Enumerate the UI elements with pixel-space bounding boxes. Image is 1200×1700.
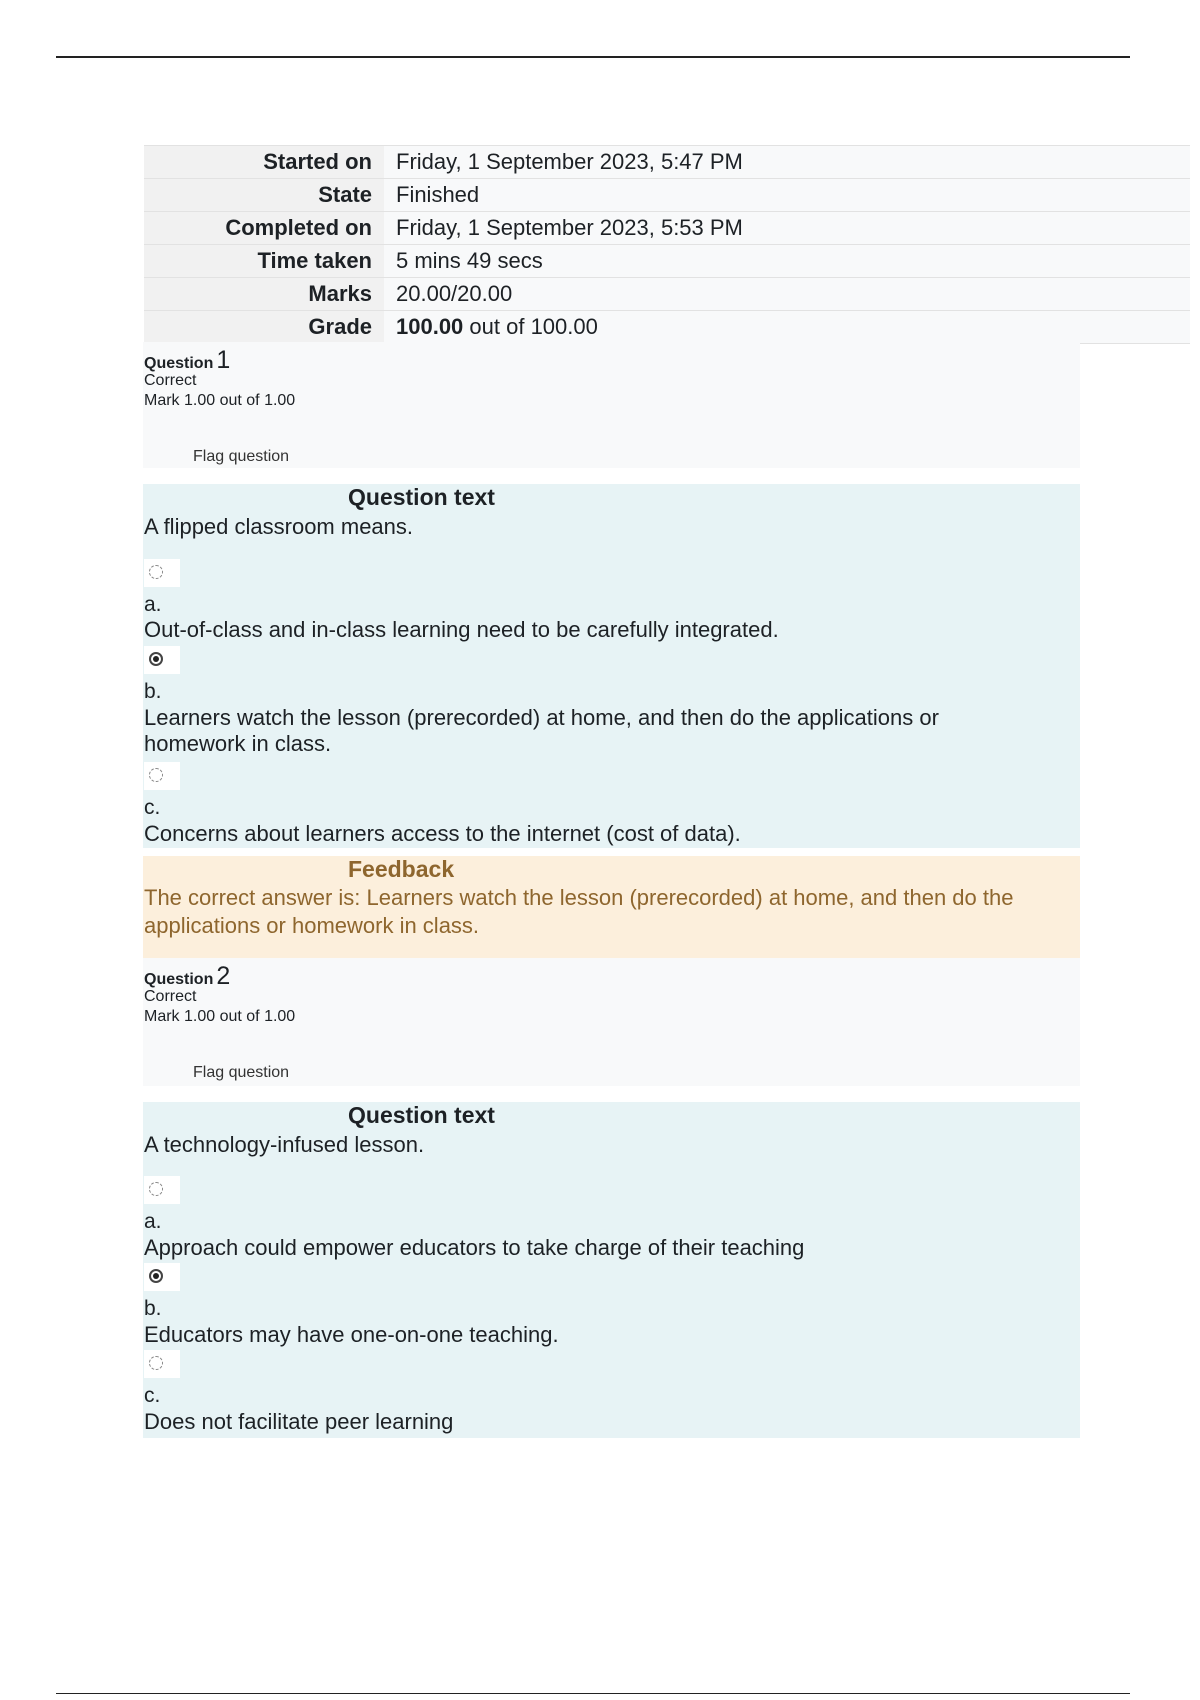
question-2-info bbox=[143, 958, 1080, 1086]
summary-value: Finished bbox=[384, 179, 1190, 211]
top-rule bbox=[56, 56, 1130, 58]
question-mark: Mark 1.00 out of 1.00 bbox=[144, 1008, 296, 1025]
question-2-content bbox=[143, 1102, 1080, 1438]
question-text: A flipped classroom means. bbox=[144, 514, 414, 539]
summary-value: 20.00/20.00 bbox=[384, 278, 1190, 310]
feedback-text: The correct answer is: Learners watch the lesson (prerecorded) at home, and then do the applications or homework in class. bbox=[144, 885, 1014, 938]
option-letter: c. bbox=[144, 1384, 161, 1407]
option-a-radio[interactable] bbox=[144, 559, 180, 587]
summary-row-grade bbox=[144, 310, 1190, 344]
summary-label: State bbox=[144, 179, 384, 211]
radio-checked-icon bbox=[149, 652, 163, 666]
option-a-radio[interactable] bbox=[144, 1176, 180, 1204]
option-letter: c. bbox=[144, 796, 161, 819]
attempt-summary-table bbox=[144, 145, 1190, 344]
option-letter: a. bbox=[144, 1210, 162, 1233]
option-letter: b. bbox=[144, 680, 162, 703]
radio-unchecked-icon bbox=[149, 565, 163, 579]
summary-value: Friday, 1 September 2023, 5:53 PM bbox=[384, 212, 1190, 244]
question-number: 2 bbox=[216, 962, 231, 990]
feedback-heading: Feedback bbox=[348, 856, 455, 882]
summary-row-completed bbox=[144, 211, 1190, 244]
question-number-label bbox=[144, 346, 230, 375]
summary-row-marks bbox=[144, 277, 1190, 310]
option-c-radio[interactable] bbox=[144, 1350, 180, 1378]
summary-row-started bbox=[144, 145, 1190, 178]
summary-label: Grade bbox=[144, 311, 384, 343]
summary-label: Started on bbox=[144, 146, 384, 178]
summary-value bbox=[384, 311, 1190, 343]
radio-unchecked-icon bbox=[149, 1182, 163, 1196]
bottom-rule bbox=[56, 1693, 1130, 1694]
question-state: Correct bbox=[144, 988, 197, 1005]
question-mark: Mark 1.00 out of 1.00 bbox=[144, 392, 296, 409]
question-1-info bbox=[143, 342, 1080, 468]
question-number-label bbox=[144, 962, 230, 991]
option-letter: b. bbox=[144, 1297, 162, 1320]
question-text-heading: Question text bbox=[348, 484, 495, 510]
option-letter: a. bbox=[144, 593, 162, 616]
summary-row-state bbox=[144, 178, 1190, 211]
question-number: 1 bbox=[216, 346, 231, 374]
summary-label: Marks bbox=[144, 278, 384, 310]
option-b-radio[interactable] bbox=[144, 1263, 180, 1291]
question-1-feedback bbox=[143, 856, 1080, 958]
option-c-radio[interactable] bbox=[144, 762, 180, 790]
summary-value: Friday, 1 September 2023, 5:47 PM bbox=[384, 146, 1190, 178]
flag-question-link[interactable]: Flag question bbox=[193, 1064, 290, 1081]
option-text: Out-of-class and in-class learning need to be carefully integrated. bbox=[144, 617, 779, 642]
grade-total: out of 100.00 bbox=[463, 314, 598, 339]
option-text: Does not facilitate peer learning bbox=[144, 1409, 454, 1434]
summary-label: Time taken bbox=[144, 245, 384, 277]
option-text: Concerns about learners access to the internet (cost of data). bbox=[144, 821, 741, 846]
question-label: Question bbox=[144, 971, 214, 988]
flag-question-link[interactable]: Flag question bbox=[193, 448, 290, 465]
radio-checked-icon bbox=[149, 1269, 163, 1283]
summary-label: Completed on bbox=[144, 212, 384, 244]
question-state: Correct bbox=[144, 372, 197, 389]
question-text-heading: Question text bbox=[348, 1102, 495, 1128]
question-1-content bbox=[143, 484, 1080, 848]
radio-unchecked-icon bbox=[149, 1356, 163, 1370]
radio-unchecked-icon bbox=[149, 768, 163, 782]
summary-row-time-taken bbox=[144, 244, 1190, 277]
summary-value: 5 mins 49 secs bbox=[384, 245, 1190, 277]
option-text: Learners watch the lesson (prerecorded) at home, and then do the applications or homework in class. bbox=[144, 705, 939, 756]
option-text: Educators may have one-on-one teaching. bbox=[144, 1322, 559, 1347]
question-label: Question bbox=[144, 355, 214, 372]
question-text: A technology-infused lesson. bbox=[144, 1132, 425, 1157]
option-b-radio[interactable] bbox=[144, 646, 180, 674]
grade-score: 100.00 bbox=[396, 314, 464, 339]
option-text: Approach could empower educators to take charge of their teaching bbox=[144, 1235, 805, 1260]
